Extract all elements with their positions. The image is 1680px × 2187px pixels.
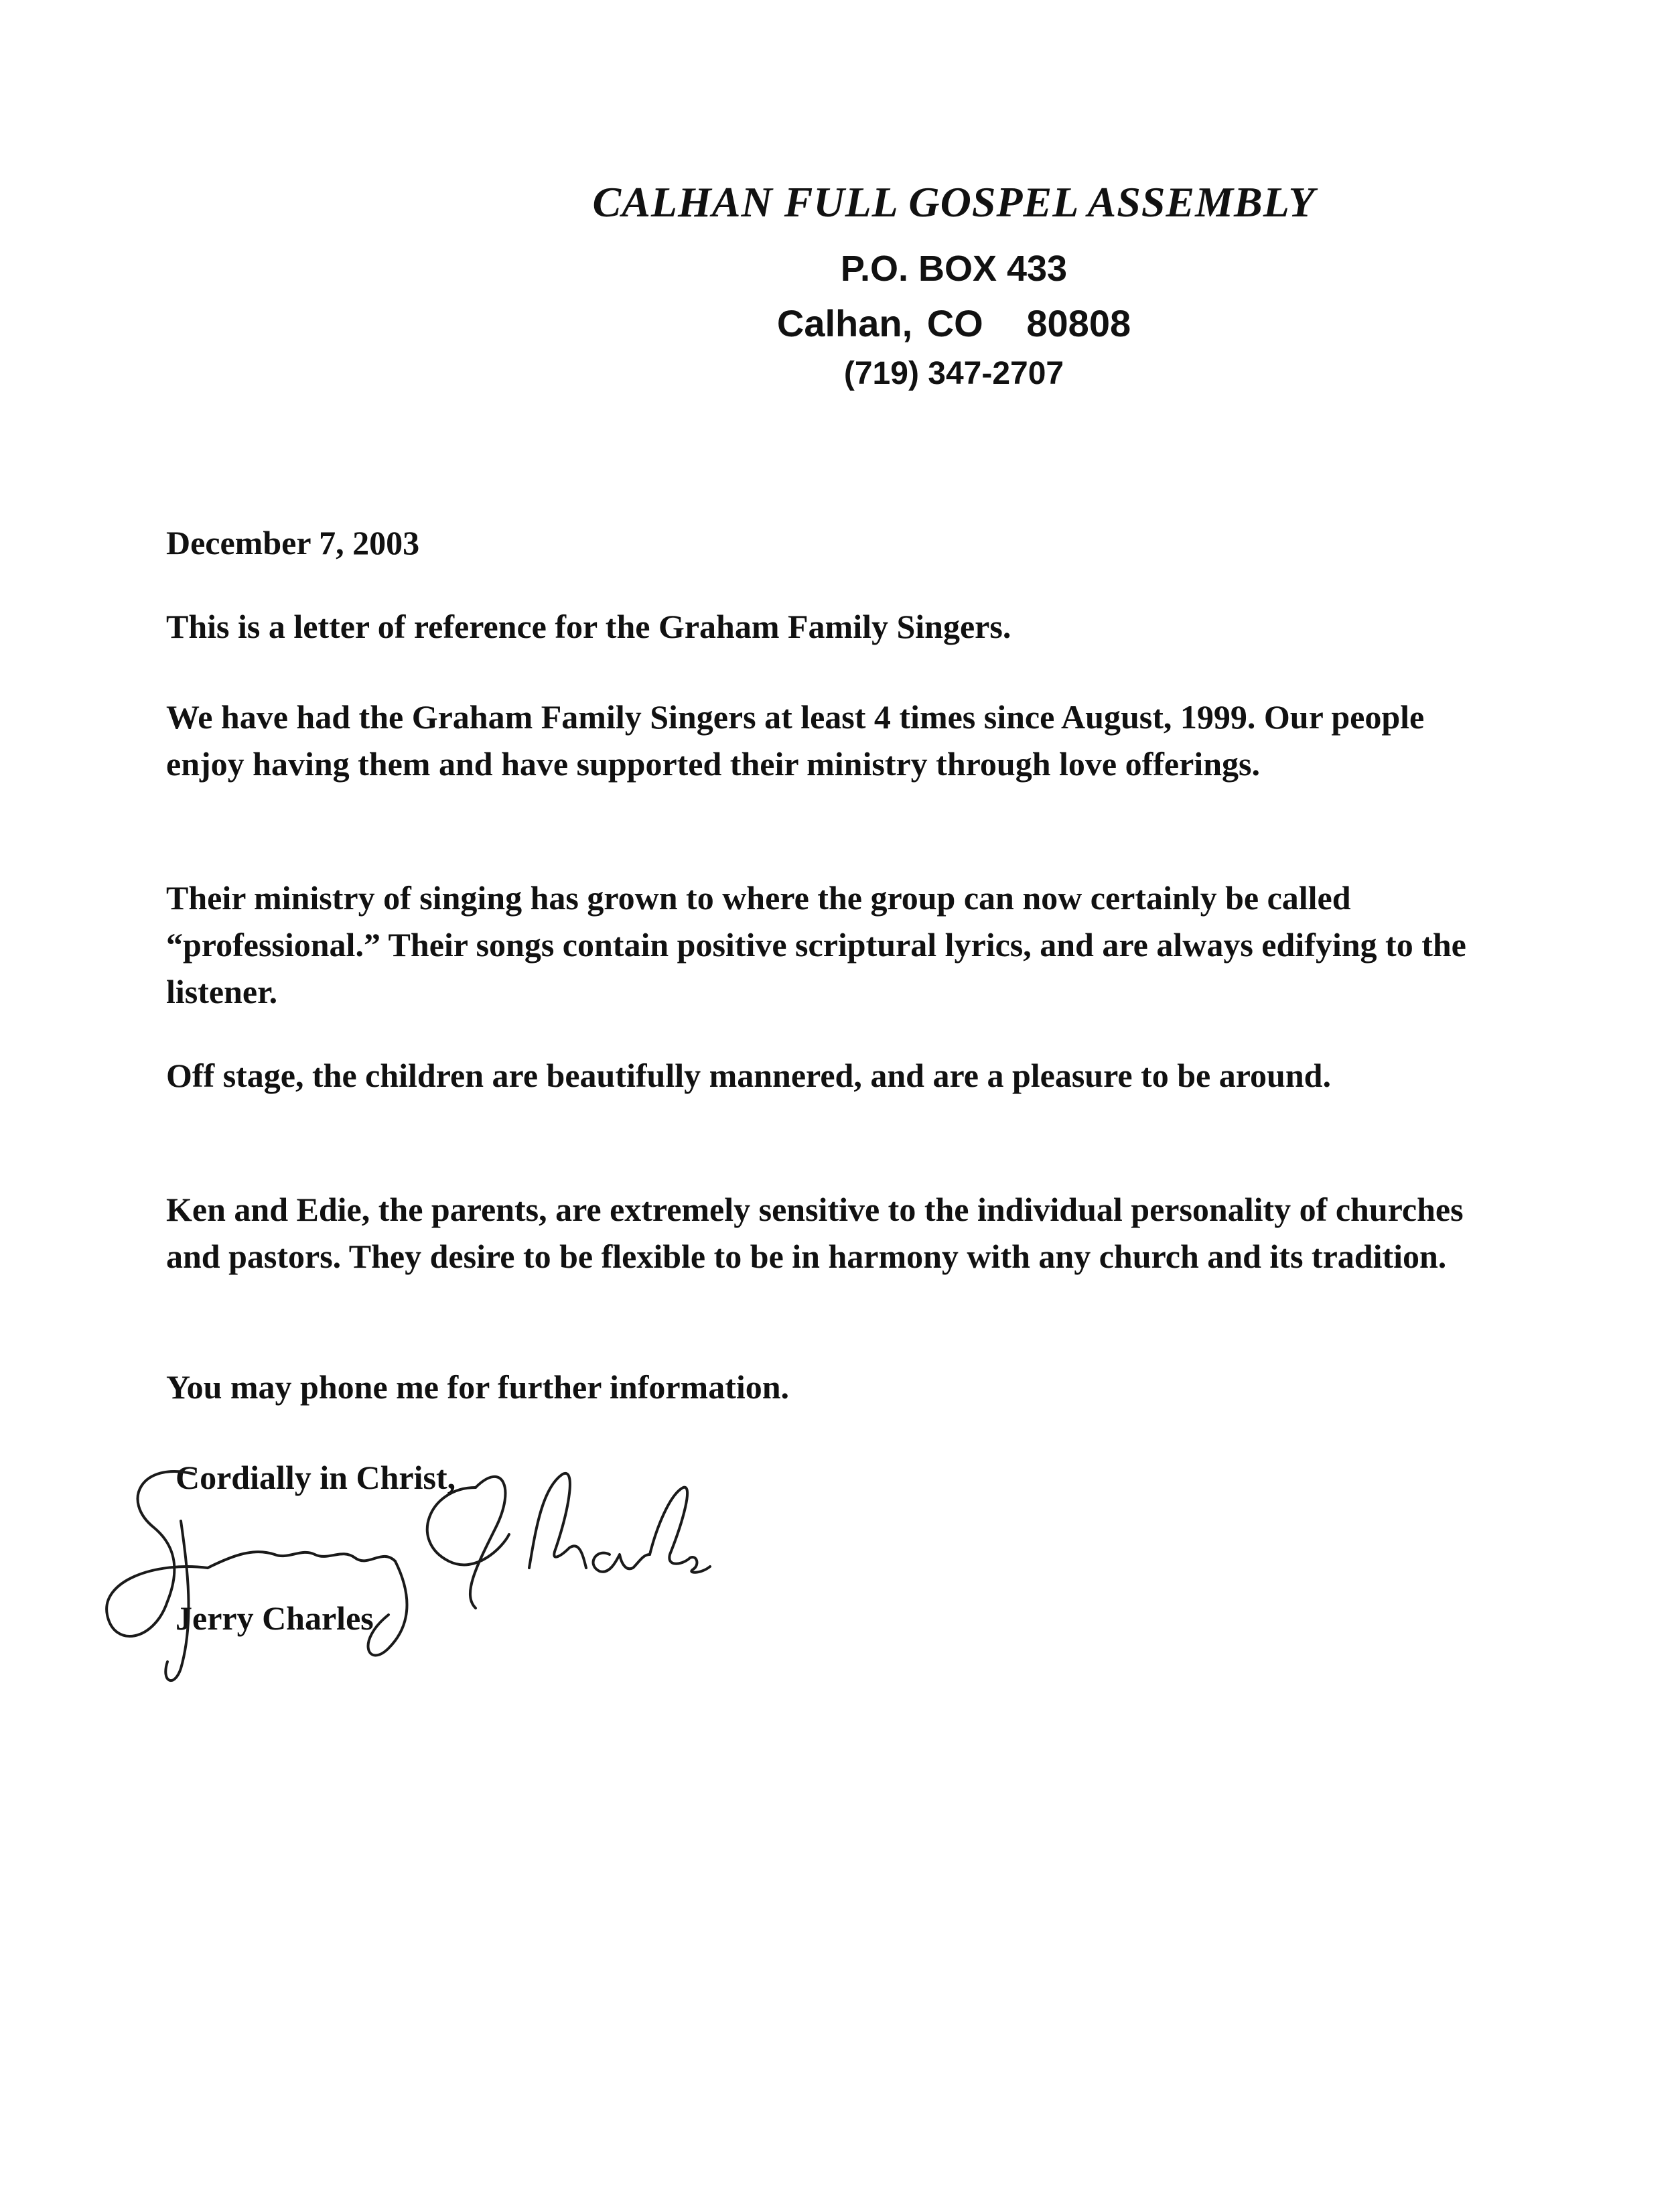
- closing-line: Cordially in Christ,: [176, 1459, 456, 1496]
- paragraph-1: This is a letter of reference for the Graham Family Singers.: [166, 608, 1011, 645]
- paragraph-3: Their ministry of singing has grown to where the group can now certainly be called “professional.” Their songs contain positive scriptural lyrics, and are always edifying to the listener.: [166, 879, 1466, 1010]
- letterhead-po-box: P.O. BOX 433: [840, 249, 1068, 289]
- letterhead-phone: (719) 347-2707: [843, 356, 1064, 391]
- letterhead-city-state-zip: Calhan, CO 80808: [776, 302, 1131, 344]
- letterhead-org-name: CALHAN FULL GOSPEL ASSEMBLY: [592, 178, 1316, 226]
- paragraph-2: We have had the Graham Family Singers at least 4 times since August, 1999. Our people enjoy having them and have supported their ministry through love offerings.: [166, 698, 1425, 783]
- handwritten-signature: [100, 1447, 717, 1702]
- paragraph-4: Off stage, the children are beautifully mannered, and are a pleasure to be around.: [166, 1057, 1331, 1094]
- paragraph-6: You may phone me for further information.: [166, 1368, 790, 1406]
- paragraph-5: Ken and Edie, the parents, are extremely sensitive to the individual personality of churches and pastors. They desire to be flexible to be in harmony with any church and its tradition.: [166, 1191, 1464, 1275]
- signer-name: Jerry Charles: [176, 1599, 374, 1637]
- letter-date: December 7, 2003: [166, 524, 420, 561]
